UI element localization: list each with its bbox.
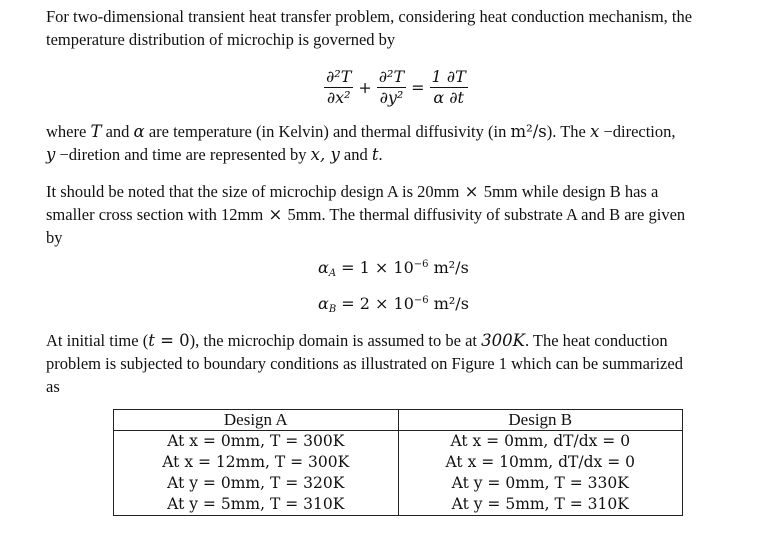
sizes-paragraph [46, 180, 748, 249]
definitions-paragraph [46, 120, 748, 166]
initial-line-3: as [46, 377, 60, 396]
d2t-dy2-fraction [377, 67, 406, 108]
design-a-cell: At x = 0mm, T = 300K [114, 431, 399, 453]
time-derivative-fraction [430, 67, 468, 108]
table-row [114, 494, 683, 516]
sizes-line-1 [46, 180, 748, 203]
exponent: −6 [413, 259, 429, 270]
fraction-denominator: ∂y² [379, 87, 404, 107]
t-symbol: t [148, 331, 155, 350]
definitions-line-2 [46, 143, 748, 166]
text-run: It should be noted that the size of microchip design A is 20mm [46, 182, 460, 201]
text-run: 5mm while design B has a [483, 182, 659, 201]
header-design-b: Design B [398, 410, 683, 431]
text-run: . [378, 145, 383, 164]
alpha-a-equation [318, 258, 469, 277]
text-run: and [339, 145, 372, 164]
equals-operator: = [411, 77, 425, 97]
times-symbol: × [263, 205, 288, 224]
t-equals-zero: = 0 [154, 331, 190, 350]
text-run: and [101, 122, 134, 141]
text-run: 5mm. The thermal diffusivity of substrate A and B are given [287, 205, 686, 224]
exponent: −6 [413, 295, 429, 306]
governing-equation [322, 62, 470, 112]
x-symbol: x [590, 122, 600, 141]
sizes-line-2 [46, 203, 748, 226]
intro-line-2: temperature distribution of microchip is governed by [46, 30, 396, 49]
fraction-numerator: ∂²T [378, 66, 405, 86]
fraction-numerator: ∂²T [326, 66, 352, 86]
intro-paragraph [46, 5, 748, 51]
table-header-row [114, 410, 683, 431]
design-b-cell: At x = 0mm, dT/dx = 0 [398, 431, 683, 453]
text-run: ). The [546, 122, 590, 141]
text-run: are temperature (in Kelvin) and thermal diffusivity (in [144, 122, 511, 141]
text-run: ), the microchip domain is assumed to be at [189, 331, 482, 350]
definitions-line-1 [46, 120, 748, 143]
header-design-a: Design A [114, 410, 399, 431]
design-a-cell: At y = 0mm, T = 320K [114, 473, 399, 494]
fraction-denominator: α ∂t [433, 87, 464, 107]
temperature-symbol: T [90, 122, 102, 141]
t-symbol: t [371, 145, 379, 164]
alpha-symbol: α [133, 122, 145, 141]
plus-operator: + [358, 77, 372, 97]
intro-line-1: For two-dimensional transient heat transfer problem, considering heat conduction mechanism, the [46, 7, 693, 26]
design-a-cell: At y = 5mm, T = 310K [114, 494, 399, 516]
design-b-cell: At y = 0mm, T = 330K [398, 473, 683, 494]
fraction-numerator: 1 ∂T [431, 66, 466, 86]
text-run: . The heat conduction [524, 331, 668, 350]
unit-m2-s: m²/s [428, 294, 469, 313]
unit-m2-s: m²/s [510, 122, 547, 141]
table-row [114, 452, 683, 473]
boundary-conditions-table [113, 409, 683, 516]
table-row [114, 431, 683, 453]
alpha-b-equation [318, 294, 469, 313]
alpha-symbol: α [318, 258, 329, 277]
table-row [114, 473, 683, 494]
alpha-b-value: = 2 × 10 [336, 294, 414, 313]
text-run: −diretion and time are represented by [55, 145, 311, 164]
fraction-denominator: ∂x² [326, 87, 351, 107]
initial-line-1 [46, 329, 748, 352]
times-symbol: × [459, 182, 484, 201]
design-b-cell: At y = 5mm, T = 310K [398, 494, 683, 516]
alpha-a-value: = 1 × 10 [336, 258, 414, 277]
initial-temperature: 300K [481, 331, 525, 350]
sizes-line-3: by [46, 228, 63, 247]
initial-condition-paragraph [46, 329, 748, 398]
text-run: At initial time ( [46, 331, 149, 350]
text-run: smaller cross section with 12mm [46, 205, 264, 224]
alpha-symbol: α [318, 294, 329, 313]
design-a-cell: At x = 12mm, T = 300K [114, 452, 399, 473]
y-symbol: y [46, 145, 56, 164]
initial-line-2: problem is subjected to boundary conditions as illustrated on Figure 1 which can be summarized [46, 354, 683, 373]
text-run: −direction, [599, 122, 676, 141]
subscript-b: B [328, 304, 337, 315]
d2t-dx2-fraction [324, 67, 353, 108]
design-b-cell: At x = 10mm, dT/dx = 0 [398, 452, 683, 473]
text-run: where [46, 122, 91, 141]
xy-symbols: x, y [310, 145, 340, 164]
subscript-a: A [328, 268, 337, 279]
unit-m2-s: m²/s [428, 258, 469, 277]
